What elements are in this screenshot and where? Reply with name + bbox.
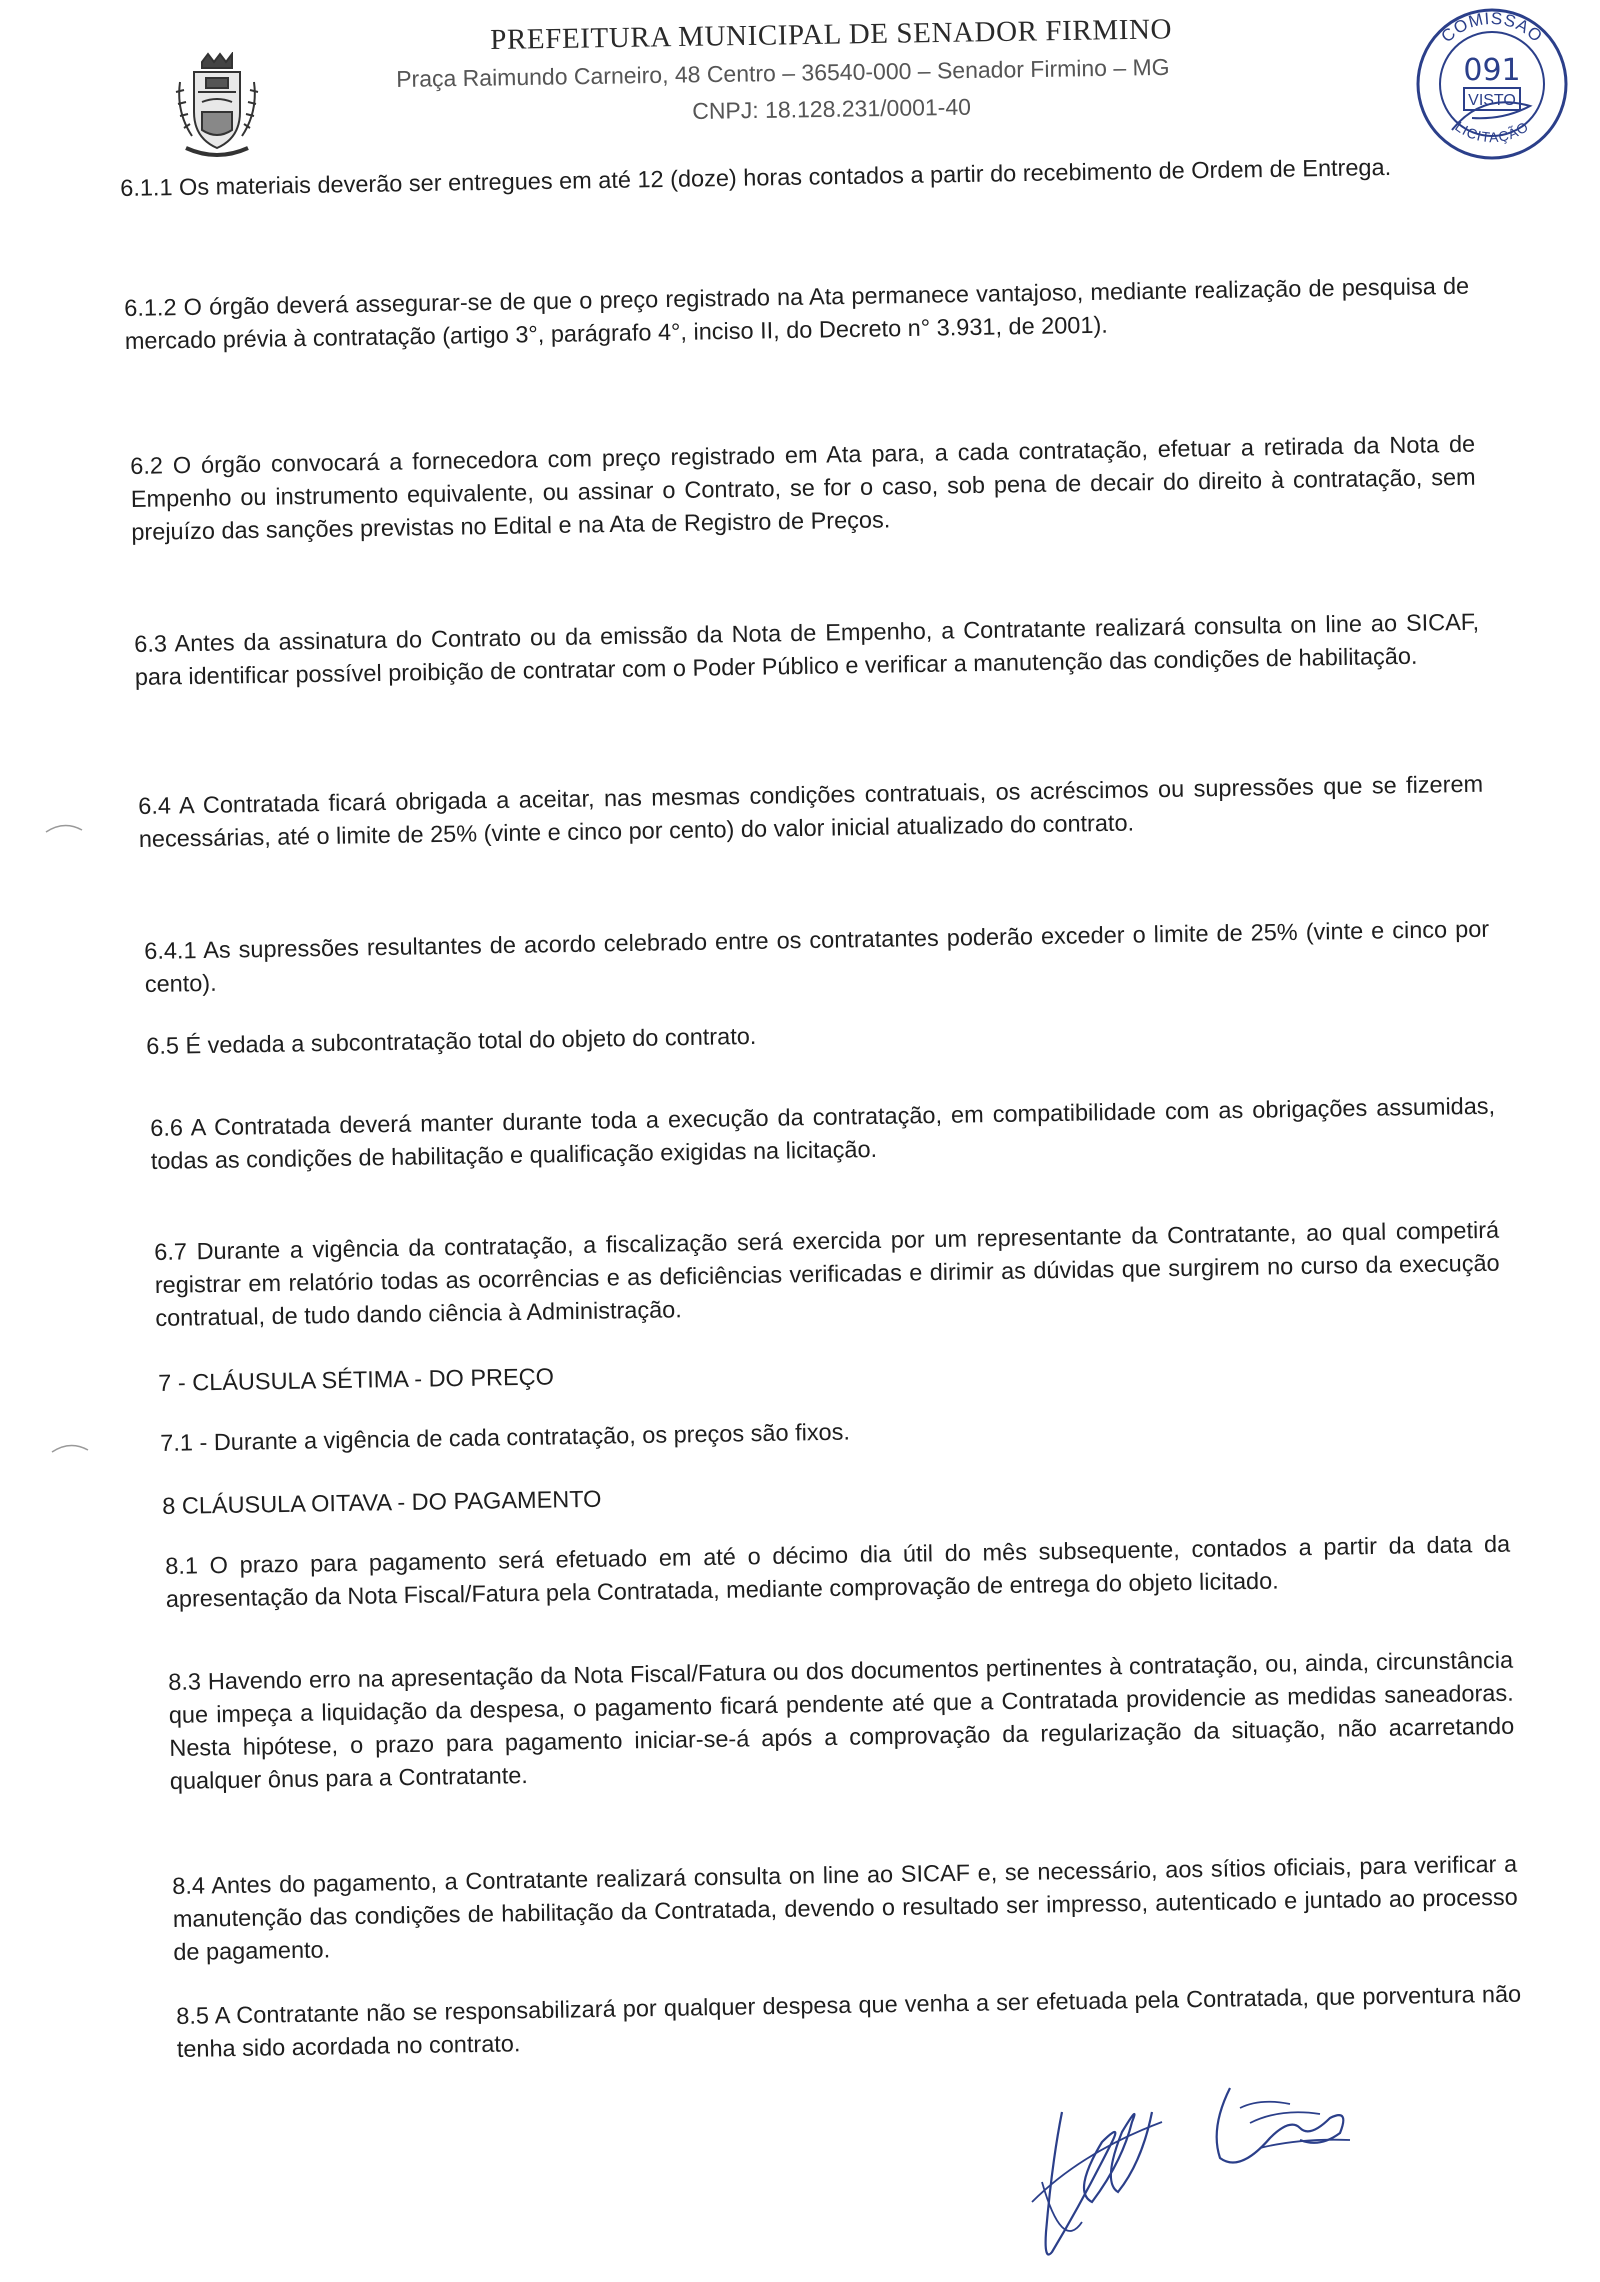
- section-heading-7: 7 - CLÁUSULA SÉTIMA - DO PREÇO: [158, 1363, 555, 1396]
- clause-6-2: 6.2 O órgão convocará a fornecedora com preço registrado em Ata para, a cada contratação, efetuar a retirada da Nota de Empenho ou instrumento equivalente, ou assinar o Contrato, se for o caso, sob pena de decair do direito à contratação, sem prejuízo das sanções previstas no Edital e na Ata de Registro de Preços.: [130, 430, 1476, 545]
- clause-8-4: 8.4 Antes do pagamento, a Contratante realizará consulta on line ao SICAF e, se necessário, aos sítios oficiais, para verificar a manutenção das condições de habilitação da Contratada, devendo o resultado ser impresso, autenticado e juntado ao processo de pagamento.: [172, 1850, 1518, 1965]
- clause-6-6: 6.6 A Contratada deverá manter durante toda a execução da contratação, em compatibilidade com as obrigações assumidas, todas as condições de habilitação e qualificação exigidas na licitação.: [150, 1092, 1496, 1174]
- clause-6-4-1: 6.4.1 As supressões resultantes de acordo celebrado entre os contratantes poderão exceder o limite de 25% (vinte e cinco por cento).: [144, 915, 1490, 997]
- header-address: Praça Raimundo Carneiro, 48 Centro – 36540-000 – Senador Firmino – MG: [396, 53, 1170, 92]
- clause-6-1-2: 6.1.2 O órgão deverá assegurar-se de que o preço registrado na Ata permanece vantajoso, mediante realização de pesquisa de mercado prévia à contratação (artigo 3°, parágrafo 4°, inciso II, do Decreto n° 3.931, de 2001).: [124, 272, 1470, 354]
- clause-6-5: 6.5 É vedada a subcontratação total do objeto do contrato.: [146, 1022, 757, 1059]
- signature-1: [1022, 2082, 1172, 2272]
- section-heading-8: 8 CLÁUSULA OITAVA - DO PAGAMENTO: [162, 1485, 602, 1519]
- clause-8-3: 8.3 Havendo erro na apresentação da Nota Fiscal/Fatura ou dos documentos pertinentes à contratação, ou, ainda, circunstância que impeça a liquidação da despesa, o pagamento ficará pendente até que a Contratada providencie as medidas saneadoras. Nesta hipótese, o prazo para pagamento iniciar-se-á após a comprovação da regularização da situação, não acarretando qualquer ônus para a Contratante.: [168, 1646, 1515, 1794]
- stamp-middle-text: VISTO: [1468, 92, 1516, 109]
- stamp-bottom-text: LICITAÇÃO: [1452, 117, 1532, 146]
- clause-6-4: 6.4 A Contratada ficará obrigada a aceitar, nas mesmas condições contratuais, os acréscimos ou supressões que se fizerem necessárias, até o limite de 25% (vinte e cinco por cento) do valor inicial atualizado do contrato.: [138, 770, 1484, 852]
- margin-mark-icon: [50, 1440, 90, 1456]
- clause-8-5: 8.5 A Contratante não se responsabilizará por qualquer despesa que venha a ser efetuada pela Contratada, que porventura não tenha sido acordada no contrato.: [176, 1980, 1522, 2062]
- header-cnpj: CNPJ: 18.128.231/0001-40: [692, 93, 972, 124]
- margin-mark-icon: [44, 820, 84, 836]
- header-title: PREFEITURA MUNICIPAL DE SENADOR FIRMINO: [490, 13, 1173, 56]
- clause-6-1-1: 6.1.1 Os materiais deverão ser entregues em até 12 (doze) horas contados a partir do recebimento de Ordem de Entrega.: [120, 153, 1392, 201]
- stamp-top-text: COMISSÃO: [1437, 8, 1547, 47]
- clause-7-1: 7.1 - Durante a vigência de cada contratação, os preços são fixos.: [160, 1418, 851, 1456]
- stamp-number: 091: [1463, 53, 1521, 88]
- clause-8-1: 8.1 O prazo para pagamento será efetuado em até o décimo dia útil do mês subsequente, contados a partir da data da apresentação da Nota Fiscal/Fatura pela Contratada, mediante comprovação de entrega do objeto licitado.: [165, 1530, 1511, 1612]
- signature-2: [1200, 2078, 1360, 2178]
- clause-6-3: 6.3 Antes da assinatura do Contrato ou da emissão da Nota de Empenho, a Contratante realizará consulta on line ao SICAF, para identificar possível proibição de contratar com o Poder Público e verificar a manutenção das condições de habilitação.: [134, 608, 1480, 690]
- clause-6-7: 6.7 Durante a vigência da contratação, a fiscalização será exercida por um representante da Contratante, ao qual competirá registrar em relatório todas as ocorrências e as deficiências verificadas e dirimir as dúvidas que surgirem no curso da execução contratual, de tudo dando ciência à Administração.: [154, 1216, 1500, 1331]
